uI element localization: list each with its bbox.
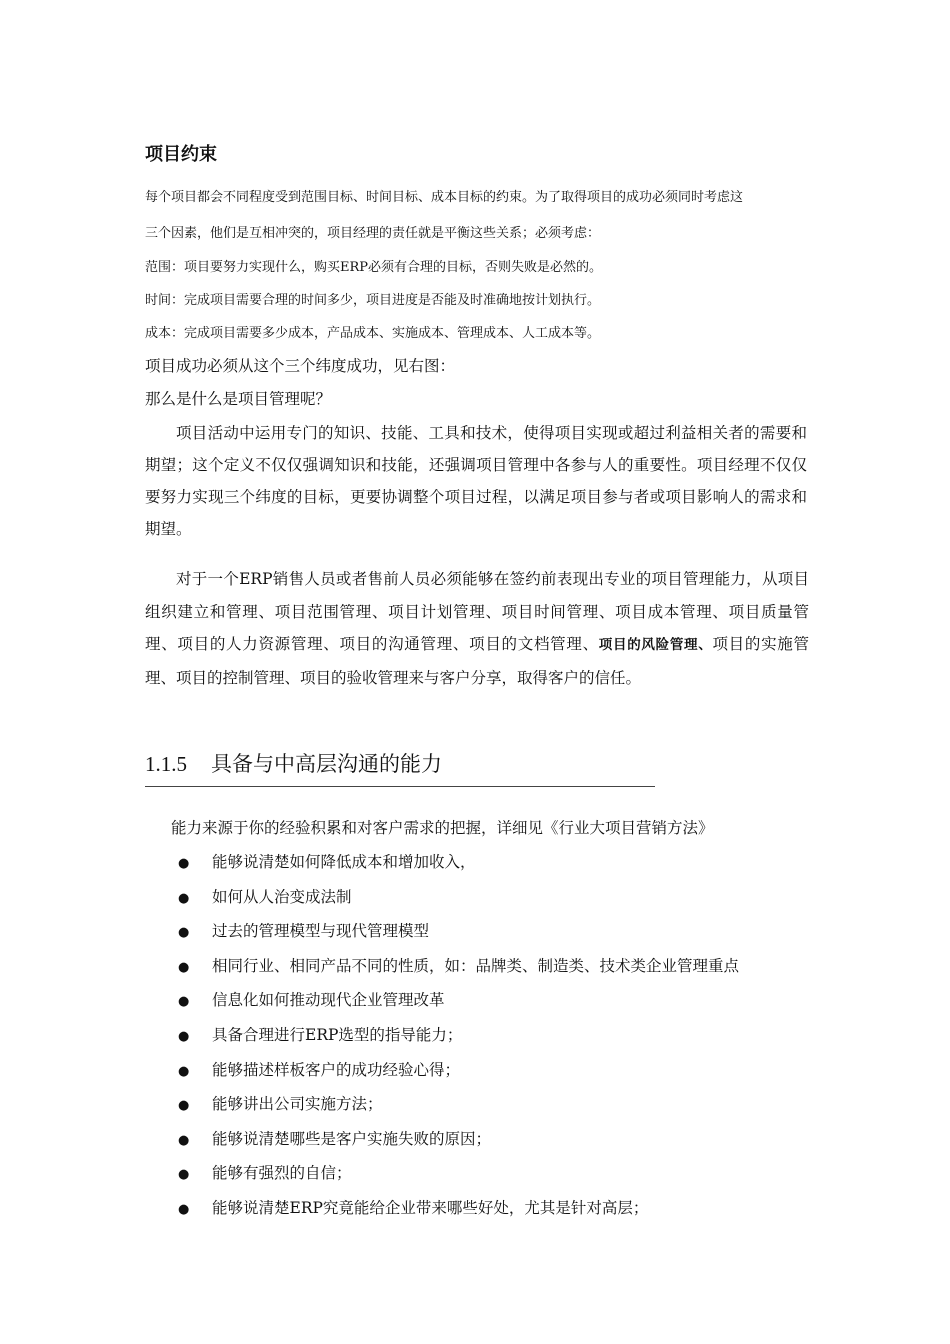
constraint-scope: 范围：项目要努力实现什么，购买ERP必须有合理的目标，否则失败是必然的。	[145, 260, 603, 275]
bullet-dot-icon: ●	[178, 856, 190, 871]
bullet-text: 能够说清楚如何降低成本和增加收入，	[212, 853, 476, 871]
bullet-text: 相同行业、相同产品不同的性质，如：品牌类、制造类、技术类企业管理重点	[212, 956, 740, 975]
bullet-item	[178, 1196, 648, 1218]
abilities-text-bold: 项目的风险管理、	[598, 637, 713, 653]
constraints-intro-line-1: 每个项目都会不同程度受到范围目标、时间目标、成本目标的约束。为了取得项目的成功必须同时考虑这	[145, 190, 744, 205]
section-title-constraints: 项目约束	[145, 144, 217, 165]
section-intro: 能力来源于你的经验积累和对客户需求的把握，详细见《行业大项目营销方法》	[171, 819, 714, 837]
section-heading-text: 具备与中高层沟通的能力	[211, 752, 442, 776]
bullet-text: 能够说清楚ERP究竟能给企业带来哪些好处，尤其是针对高层；	[212, 1199, 649, 1217]
section-heading	[145, 748, 442, 778]
bullet-item	[178, 850, 476, 872]
bullet-text: 过去的管理模型与现代管理模型	[212, 922, 430, 941]
bullet-dot-icon: ●	[178, 1167, 190, 1183]
bullet-item	[178, 1023, 462, 1045]
bullet-dot-icon: ●	[178, 994, 190, 1010]
bullet-item	[178, 1092, 383, 1114]
constraints-intro-line-2: 三个因素，他们是互相冲突的，项目经理的责任就是平衡这些关系；必须考虑：	[145, 226, 601, 241]
bullet-text: 能够有强烈的自信；	[212, 1164, 352, 1183]
pm-question: 那么是什么是项目管理呢？	[145, 390, 332, 408]
bullet-dot-icon: ●	[178, 1029, 190, 1044]
bullet-item	[178, 1127, 491, 1149]
bullet-item	[178, 1058, 460, 1080]
bullet-dot-icon: ●	[178, 959, 190, 975]
success-statement: 项目成功必须从这个三个纬度成功，见右图：	[145, 357, 456, 375]
bullet-dot-icon: ●	[178, 925, 190, 941]
constraint-cost: 成本：完成项目需要多少成本，产品成本、实施成本、管理成本、人工成本等。	[145, 326, 601, 341]
bullet-dot-icon: ●	[178, 890, 190, 906]
bullet-dot-icon: ●	[178, 1132, 190, 1148]
bullet-text: 能够描述样板客户的成功经验心得；	[212, 1060, 461, 1079]
bullet-item	[178, 988, 445, 1010]
bullet-dot-icon: ●	[178, 1063, 190, 1079]
pm-definition-paragraph: 项目活动中运用专门的知识、技能、工具和技术，使得项目实现或超过利益相关者的需要和期望；这个定义不仅仅强调知识和技能，还强调项目管理中各参与人的重要性。项目经理不仅仅要努力实现三个纬度的目标，更要协调整个项目过程，以满足项目参与者或项目影响人的需求和期望。	[145, 424, 807, 538]
abilities-text-before: 对于一个ERP销售人员或者售前人员必须能够在签约前表现出专业的项目管理能力，从项目组织建立和管理、项目范围管理、项目计划管理、项目时间管理、项目成本管理、项目质量管理、项目的人力资源管理、项目的沟通管理、项目的文档管理、	[145, 570, 809, 653]
constraint-time: 时间：完成项目需要合理的时间多少，项目进度是否能及时准确地按计划执行。	[145, 293, 601, 308]
bullet-item	[178, 919, 429, 941]
bullet-text: 具备合理进行ERP选型的指导能力；	[212, 1026, 463, 1044]
bullet-item	[178, 954, 739, 976]
abilities-text-after: 项目的实施管理、项目的控制管理、项目的验收管理来与客户分享，取得客户的信任。	[145, 635, 809, 687]
bullet-dot-icon: ●	[178, 1202, 190, 1217]
bullet-text: 能够说清楚哪些是客户实施失败的原因；	[212, 1129, 492, 1148]
bullet-dot-icon: ●	[178, 1098, 190, 1114]
abilities-paragraph	[145, 563, 809, 694]
bullet-item	[178, 1161, 352, 1183]
bullet-text: 信息化如何推动现代企业管理改革	[212, 991, 445, 1010]
bullet-text: 能够讲出公司实施方法；	[212, 1095, 383, 1114]
heading-underline	[145, 786, 655, 787]
bullet-item	[178, 885, 352, 907]
section-number: 1.1.5	[145, 752, 187, 776]
bullet-text: 如何从人治变成法制	[212, 887, 352, 906]
